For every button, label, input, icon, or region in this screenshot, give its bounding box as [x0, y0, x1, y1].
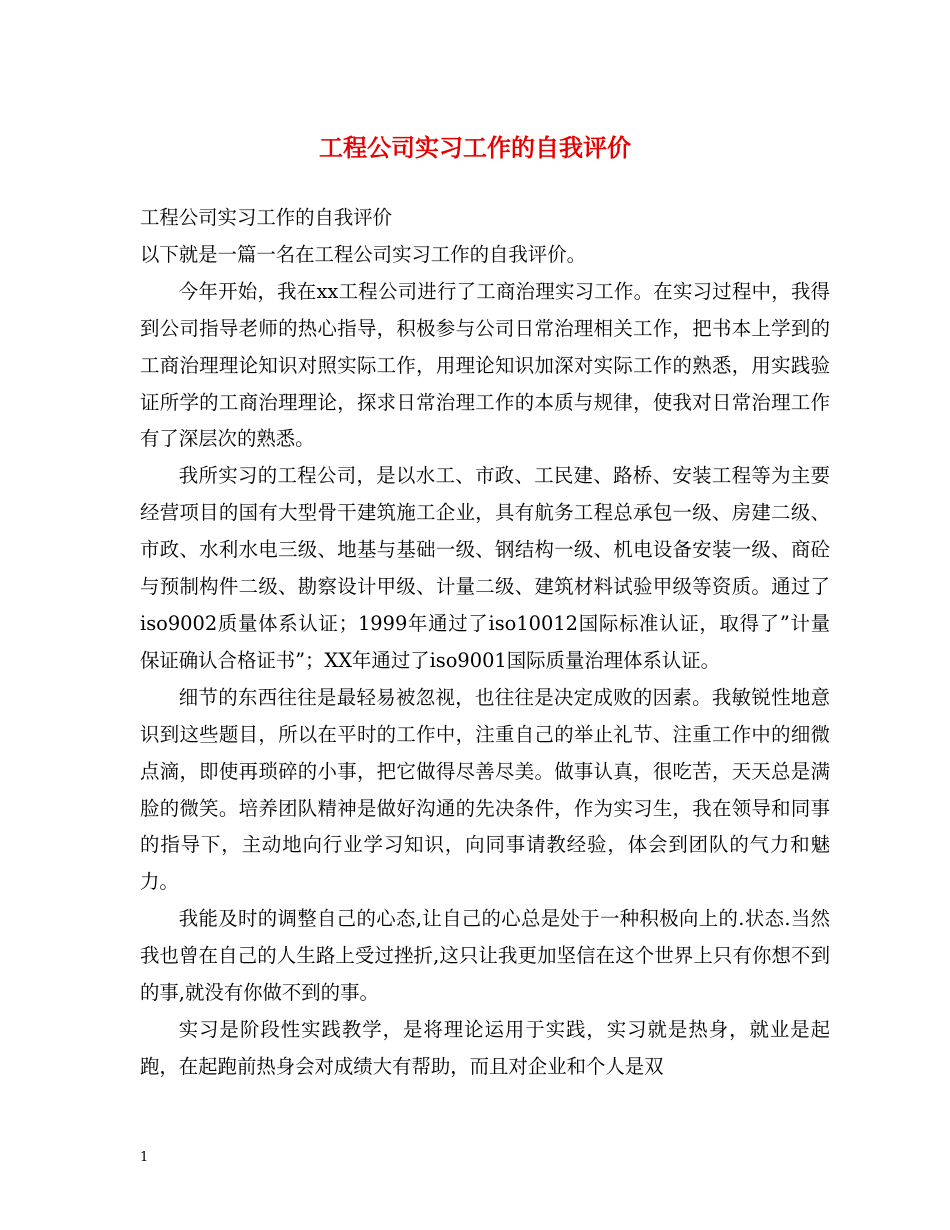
document-body — [140, 200, 830, 1086]
intro-line-summary: 以下就是一篇一名在工程公司实习工作的自我评价。 — [140, 242, 586, 266]
paragraph-internship-meaning: 实习是阶段性实践教学，是将理论运用于实践，实习就是热身，就业是起跑，在起跑前热身会对成绩大有帮助，而且对企业和个人是双 — [140, 1017, 830, 1078]
paragraph-attitude: 我能及时的调整自己的心态,让自己的心总是处于一种积极向上的.状态.当然我也曾在自己的人生路上受过挫折,这只让我更加坚信在这个世界上只有你想不到的事,就没有你做不到的事。 — [140, 907, 830, 1005]
intro-line-heading: 工程公司实习工作的自我评价 — [140, 206, 393, 229]
document-title: 工程公司实习工作的自我评价 — [319, 133, 631, 162]
paragraph-internship-overview: 今年开始，我在xx工程公司进行了工商治理实习工作。在实习过程中，我得到公司指导老师的热心指导，积极参与公司日常治理相关工作，把书本上学到的工商治理理论知识对照实际工作，用理论知识加深对实际工作的熟悉，用实践验证所学的工商治理理论，探求日常治理工作的本质与规律，使我对日常治理工作有了深层次的熟悉。 — [140, 279, 830, 451]
paragraph-attention-to-detail: 细节的东西往往是最轻易被忽视，也往往是决定成败的因素。我敏锐性地意识到这些题目，所以在平时的工作中，注重自己的举止礼节、注重工作中的细微点滴，即使再琐碎的小事，把它做得尽善尽美。做事认真，很吃苦，天天总是满脸的微笑。培养团队精神是做好沟通的先决条件，作为实习生，我在领导和同事的指导下，主动地向行业学习知识，向同事请教经验，体会到团队的气力和魅力。 — [140, 685, 830, 894]
page-number: 1 — [140, 1150, 149, 1165]
paragraph-company-profile: 我所实习的工程公司，是以水工、市政、工民建、路桥、安装工程等为主要经营项目的国有大型骨干建筑施工企业，具有航务工程总承包一级、房建二级、市政、水利水电三级、地基与基础一级、钢结构一级、机电设备安装一级、商砼与预制构件二级、勘察设计甲级、计量二级、建筑材料试验甲级等资质。通过了iso9002质量体系认证；1999年通过了iso10012国际标准认证，取得了”计量保证确认合格证书”；XX年通过了iso9001国际质量治理体系认证。 — [140, 464, 830, 672]
